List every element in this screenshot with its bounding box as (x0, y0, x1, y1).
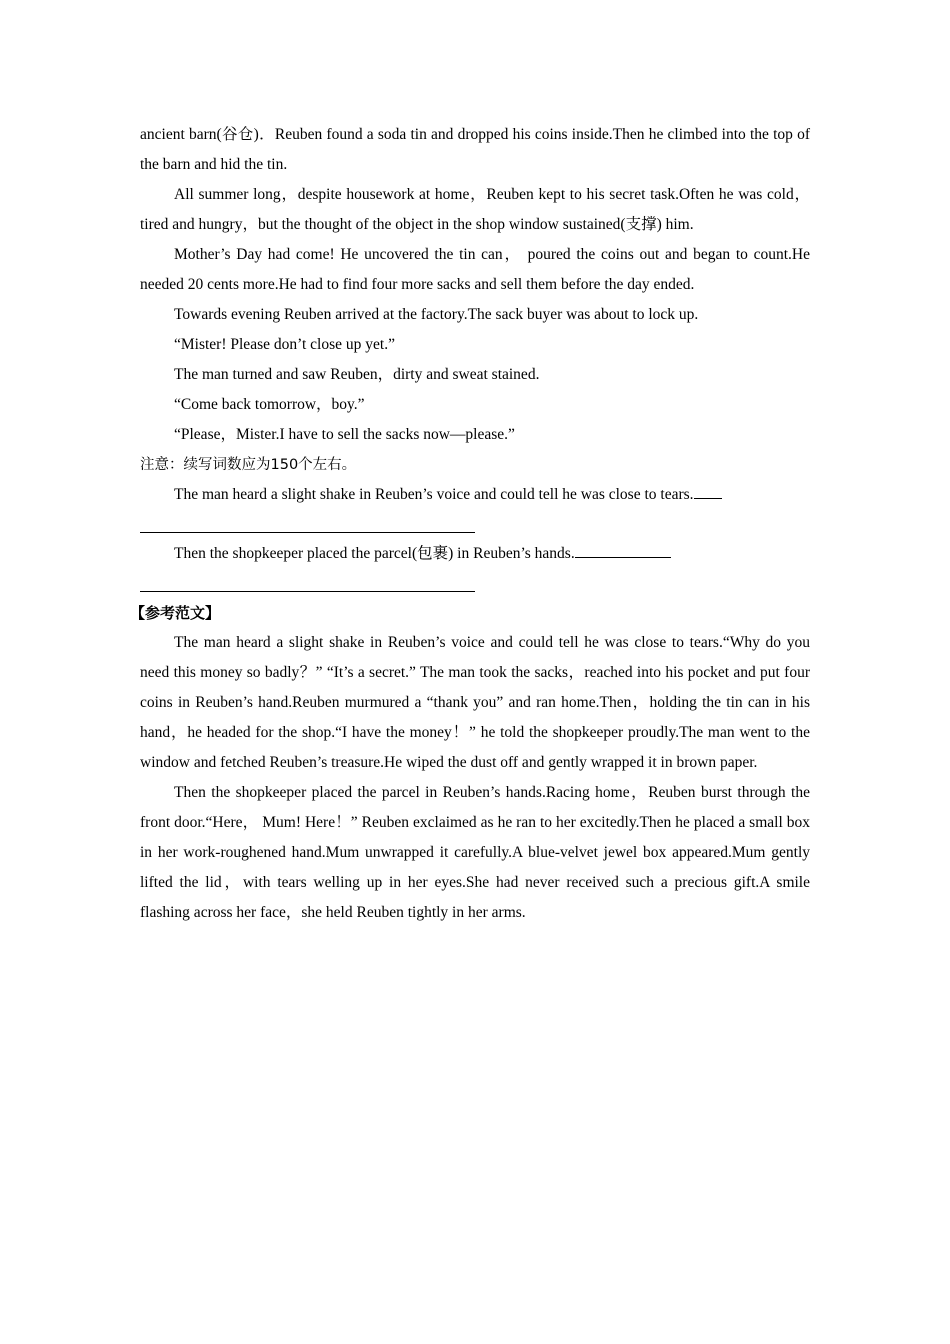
passage-paragraph-8: “Please，Mister.I have to sell the sacks now—please.” (174, 426, 515, 443)
answer-line-2 (140, 591, 475, 592)
word-count-note: 注意：续写词数应为150个左右。 (140, 457, 357, 473)
reference-heading: 【参考范文】 (130, 604, 221, 622)
prompt-2-text: Then the shopkeeper placed the parcel(包裹) in Reuben’s hands. (174, 545, 575, 562)
prompt-1-text: The man heard a slight shake in Reuben’s voice and could tell he was close to tears. (174, 486, 694, 503)
continuation-prompt-1 (140, 480, 810, 510)
passage-paragraph-3: Mother’s Day had come! He uncovered the tin can， poured the coins out and began to count.He needed 20 cents more.He had to find four more sacks and sell them before the day ended. (140, 246, 810, 293)
passage-paragraph-1: ancient barn(谷仓)．Reuben found a soda tin and dropped his coins inside.Then he climbed into the top of the barn and hid the tin. (140, 126, 810, 173)
passage-paragraph-2: All summer long，despite housework at home，Reuben kept to his secret task.Often he was cold，tired and hungry，but the thought of the object in the shop window sustained(支撑) him. (140, 186, 810, 233)
reference-paragraph-1: The man heard a slight shake in Reuben’s voice and could tell he was close to tears.“Why do you need this money so badly？” “It’s a secret.” The man took the sacks，reached into his pocket and put four coins in Reuben’s hand.Reuben murmured a “thank you” and ran home.Then，holding the tin can in his hand，he headed for the shop.“I have the money！” he told the shopkeeper proudly.The man went to the window and fetched Reuben’s treasure.He wiped the dust off and gently wrapped it in brown paper. (140, 634, 810, 771)
answer-blank-inline-1 (694, 480, 722, 499)
answer-blank-inline-2 (575, 539, 671, 558)
continuation-prompt-2 (140, 539, 810, 569)
passage-paragraph-7: “Come back tomorrow，boy.” (174, 396, 365, 413)
document-page (130, 120, 810, 928)
passage-paragraph-4: Towards evening Reuben arrived at the factory.The sack buyer was about to lock up. (174, 306, 699, 323)
answer-line-1 (140, 532, 475, 533)
passage-paragraph-6: The man turned and saw Reuben，dirty and sweat stained. (174, 366, 540, 383)
passage-paragraph-5: “Mister! Please don’t close up yet.” (174, 336, 395, 353)
reference-paragraph-2: Then the shopkeeper placed the parcel in Reuben’s hands.Racing home，Reuben burst through the front door.“Here， Mum! Here！” Reuben exclaimed as he ran to her excitedly.Then he placed a small box in her work-roughened hand.Mum unwrapped it carefully.A blue-velvet jewel box appeared.Mum gently lifted the lid，with tears welling up in her eyes.She had never received such a precious gift.A smile flashing across her face，she held Reuben tightly in her arms. (140, 784, 810, 921)
